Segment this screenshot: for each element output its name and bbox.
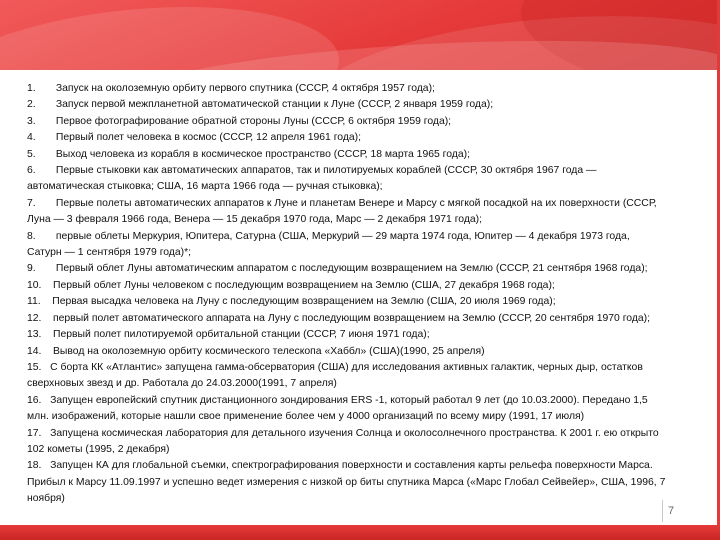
list-item: 8. первые облеты Меркурия, Юпитера, Сатурна (США, Меркурий — 29 марта 1974 года, Юпитер — 4 декабря 1973 года, Сатурн — 1 сентября 1979 года)*;: [27, 230, 630, 259]
footer-bar: [0, 525, 720, 540]
milestone-list: [27, 81, 667, 505]
list-item: 4. Первый полет человека в космос (СССР, 12 апреля 1961 года);: [27, 132, 362, 144]
list-item: 16. Запущен европейский спутник дистанционного зондирования ERS -1, который работал 9 лет (до 10.03.2000). Передано 1,5 млн. изображений, которые нашли свое применение более чем у 4000 организаций по всему миру (1991, 17 июля): [27, 394, 648, 423]
list-item: 13. Первый полет пилотируемой орбитальной станции (СССР, 7 июня 1971 года);: [27, 329, 430, 341]
page-number: 7: [668, 505, 675, 517]
list-item: 6. Первые стыковки как автоматических аппаратов, так и пилотируемых кораблей (СССР, 30 октября 1967 года — автоматическая стыковка; США, 16 марта 1966 года — ручная стыковка);: [27, 165, 597, 193]
list-item: 17. Запущена космическая лаборатория для детального изучения Солнца и околосолнечного пространства. К 2001 г. ею открыто 102 кометы (1995, 2 декабря): [27, 427, 659, 455]
list-item: 18. Запущен КА для глобальной съемки, спектрографирования поверхности и составления карты рельефа поверхности Марса. Прибыл к Марсу 11.09.1997 и успешно ведет измерения с низкой ор биты спутника Марса («Марс Глобал Сейвейер», США, 1996, 7 ноября): [27, 460, 666, 505]
list-item: 7. Первые полеты автоматических аппаратов к Луне и планетам Венере и Марсу с мягкой посадкой на их поверхности (СССР, Луна — 3 февраля 1966 года, Венера — 15 декабря 1970 года, Марс — 2 декабря 1971 года);: [27, 197, 657, 226]
list-item: 5. Выход человека из корабля в космическое пространство (СССР, 18 марта 1965 года);: [27, 148, 470, 160]
list-item: 11. Первая высадка человека на Луну с последующим возвращением на Землю (США, 20 июля 1969 года);: [27, 296, 556, 308]
page-number-divider: [662, 500, 663, 522]
list-item: 1. Запуск на околоземную орбиту первого спутника (СССР, 4 октября 1957 года);: [27, 83, 435, 94]
list-item: 2. Запуск первой межпланетной автоматической станции к Луне (СССР, 2 января 1959 года);: [27, 99, 494, 111]
list-item: 12. первый полет автоматического аппарата на Луну с последующим возвращением на Землю (СССР, 20 сентября 1970 года);: [27, 312, 651, 324]
list-item: 3. Первое фотографирование обратной стороны Луны (СССР, 6 октября 1959 года);: [27, 115, 452, 127]
list-item: 15. С борта КК «Атлантис» запущена гамма-обсерватория (США) для исследования активных галактик, черных дыр, остатков сверхновых звезд и др. Работала до 24.03.2000(1991, 7 апреля): [27, 361, 643, 390]
list-item: 14. Вывод на околоземную орбиту космического телескопа «Хаббл» (США)(1990, 25 апреля): [27, 345, 485, 357]
header-banner: [0, 0, 720, 70]
list-item: 10. Первый облет Луны человеком с последующим возвращением на Землю (США, 27 декабря 1968 года);: [27, 279, 555, 291]
list-item: 9. Первый облет Луны автоматическим аппаратом с последующим возвращением на Землю (СССР, 21 сентября 1968 года);: [27, 263, 648, 275]
